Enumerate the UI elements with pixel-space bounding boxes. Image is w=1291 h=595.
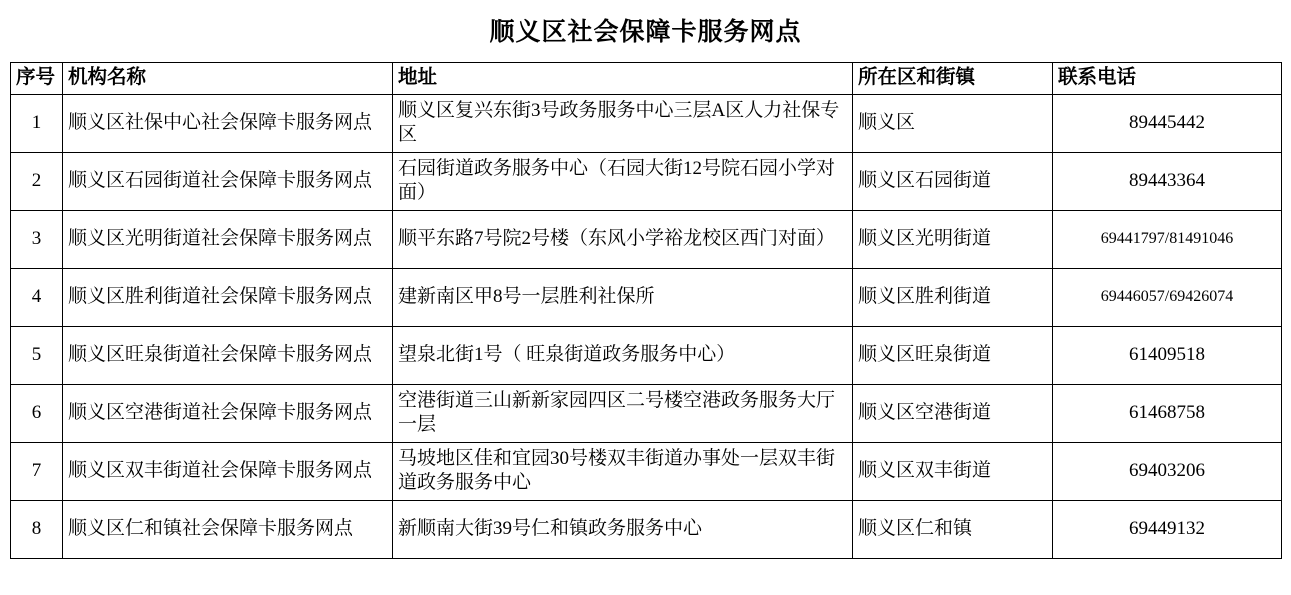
cell-area: 顺义区胜利街道 bbox=[853, 268, 1053, 326]
cell-address: 马坡地区佳和宜园30号楼双丰街道办事处一层双丰街道政务服务中心 bbox=[393, 442, 853, 500]
table-row bbox=[11, 268, 1282, 326]
cell-index: 3 bbox=[11, 210, 63, 268]
cell-area: 顺义区仁和镇 bbox=[853, 500, 1053, 558]
cell-name: 顺义区仁和镇社会保障卡服务网点 bbox=[63, 500, 393, 558]
table-header-row bbox=[11, 63, 1282, 95]
cell-name: 顺义区光明街道社会保障卡服务网点 bbox=[63, 210, 393, 268]
cell-index: 1 bbox=[11, 94, 63, 152]
cell-name: 顺义区空港街道社会保障卡服务网点 bbox=[63, 384, 393, 442]
cell-address: 空港街道三山新新家园四区二号楼空港政务服务大厅一层 bbox=[393, 384, 853, 442]
cell-address: 建新南区甲8号一层胜利社保所 bbox=[393, 268, 853, 326]
cell-address: 石园街道政务服务中心（石园大街12号院石园小学对面） bbox=[393, 152, 853, 210]
table-row bbox=[11, 442, 1282, 500]
cell-area: 顺义区 bbox=[853, 94, 1053, 152]
cell-phone: 69449132 bbox=[1053, 500, 1282, 558]
column-header-area: 所在区和街镇 bbox=[853, 63, 1053, 95]
cell-name: 顺义区社保中心社会保障卡服务网点 bbox=[63, 94, 393, 152]
cell-name: 顺义区双丰街道社会保障卡服务网点 bbox=[63, 442, 393, 500]
cell-index: 8 bbox=[11, 500, 63, 558]
table-body bbox=[11, 94, 1282, 558]
cell-name: 顺义区旺泉街道社会保障卡服务网点 bbox=[63, 326, 393, 384]
cell-area: 顺义区空港街道 bbox=[853, 384, 1053, 442]
table-row bbox=[11, 326, 1282, 384]
table-row bbox=[11, 210, 1282, 268]
page-title: 顺义区社会保障卡服务网点 bbox=[489, 19, 802, 46]
cell-index: 2 bbox=[11, 152, 63, 210]
cell-phone: 69403206 bbox=[1053, 442, 1282, 500]
column-header-address: 地址 bbox=[393, 63, 853, 95]
cell-address: 顺义区复兴东街3号政务服务中心三层A区人力社保专区 bbox=[393, 94, 853, 152]
cell-address: 顺平东路7号院2号楼（东风小学裕龙校区西门对面） bbox=[393, 210, 853, 268]
cell-phone: 89443364 bbox=[1053, 152, 1282, 210]
service-locations-table bbox=[10, 62, 1282, 559]
cell-phone: 69446057/69426074 bbox=[1053, 268, 1282, 326]
column-header-name: 机构名称 bbox=[63, 63, 393, 95]
cell-name: 顺义区胜利街道社会保障卡服务网点 bbox=[63, 268, 393, 326]
cell-phone: 61409518 bbox=[1053, 326, 1282, 384]
cell-index: 5 bbox=[11, 326, 63, 384]
table-row bbox=[11, 384, 1282, 442]
cell-phone: 89445442 bbox=[1053, 94, 1282, 152]
cell-area: 顺义区双丰街道 bbox=[853, 442, 1053, 500]
column-header-phone: 联系电话 bbox=[1053, 63, 1282, 95]
cell-address: 望泉北街1号（ 旺泉街道政务服务中心） bbox=[393, 326, 853, 384]
cell-index: 7 bbox=[11, 442, 63, 500]
table-row bbox=[11, 500, 1282, 558]
column-header-index: 序号 bbox=[11, 63, 63, 95]
cell-index: 6 bbox=[11, 384, 63, 442]
cell-phone: 61468758 bbox=[1053, 384, 1282, 442]
cell-index: 4 bbox=[11, 268, 63, 326]
cell-area: 顺义区石园街道 bbox=[853, 152, 1053, 210]
cell-area: 顺义区旺泉街道 bbox=[853, 326, 1053, 384]
table-row bbox=[11, 94, 1282, 152]
cell-area: 顺义区光明街道 bbox=[853, 210, 1053, 268]
cell-address: 新顺南大街39号仁和镇政务服务中心 bbox=[393, 500, 853, 558]
cell-phone: 69441797/81491046 bbox=[1053, 210, 1282, 268]
table-row bbox=[11, 152, 1282, 210]
cell-name: 顺义区石园街道社会保障卡服务网点 bbox=[63, 152, 393, 210]
